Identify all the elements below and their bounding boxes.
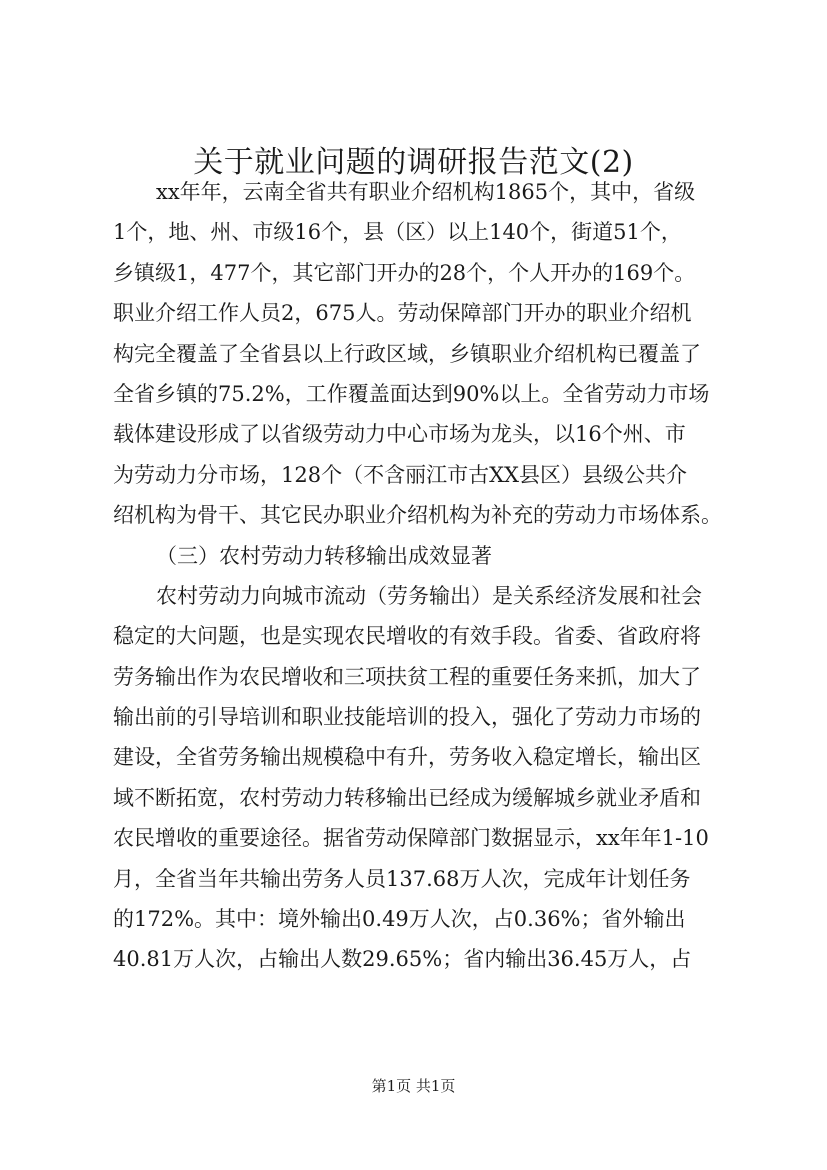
text-line: 农村劳动力向城市流动（劳务输出）是关系经济发展和社会 <box>156 583 702 608</box>
text-line: 的172%。其中：境外输出0.49万人次，占0.36%；省外输出 <box>113 907 686 932</box>
text-line: 全省乡镇的75.2%，工作覆盖面达到90%以上。全省劳动力市场 <box>113 381 710 406</box>
page-footer: 第1页 共1页 <box>371 1077 456 1095</box>
text-line: 40.81万人次，占输出人数29.65%；省内输出36.45万人，占 <box>113 947 692 972</box>
text-line: 乡镇级1，477个，其它部门开办的28个，个人开办的169个。 <box>113 260 696 285</box>
text-line: 为劳动力分市场，128个（不含丽江市古XX县区）县级公共介 <box>113 462 687 487</box>
text-line: 构完全覆盖了全省县以上行政区域，乡镇职业介绍机构已覆盖了 <box>113 341 701 366</box>
text-line: 建设，全省劳务输出规模稳中有升，劳务收入稳定增长，输出区 <box>113 745 701 770</box>
text-line: 职业介绍工作人员2，675人。劳动保障部门开办的职业介绍机 <box>113 301 692 326</box>
document-body <box>113 172 722 980</box>
text-line: 稳定的大问题，也是实现农民增收的有效手段。省委、省政府将 <box>113 624 701 649</box>
text-line: 输出前的引导培训和职业技能培训的投入，强化了劳动力市场的 <box>113 705 701 730</box>
page-title: 关于就业问题的调研报告范文(2) <box>193 145 634 180</box>
text-line: 农民增收的重要途径。据省劳动保障部门数据显示，xx年年1-10 <box>113 826 709 851</box>
text-line: 月，全省当年共输出劳务人员137.68万人次，完成年计划任务 <box>113 866 691 891</box>
text-line: xx年年，云南全省共有职业介绍机构1865个，其中，省级 <box>156 180 696 204</box>
text-line: 域不断拓宽，农村劳动力转移输出已经成为缓解城乡就业矛盾和 <box>113 785 701 810</box>
text-line: 绍机构为骨干、其它民办职业介绍机构为补充的劳动力市场体系。 <box>113 503 722 528</box>
text-line: 载体建设形成了以省级劳动力中心市场为龙头，以16个州、市 <box>113 422 686 447</box>
text-line: 1个，地、州、市级16个，县（区）以上140个，街道51个， <box>113 220 682 245</box>
text-line: 劳务输出作为农民增收和三项扶贫工程的重要任务来抓，加大了 <box>113 664 701 689</box>
section-heading: （三）农村劳动力转移输出成效显著 <box>156 543 492 568</box>
